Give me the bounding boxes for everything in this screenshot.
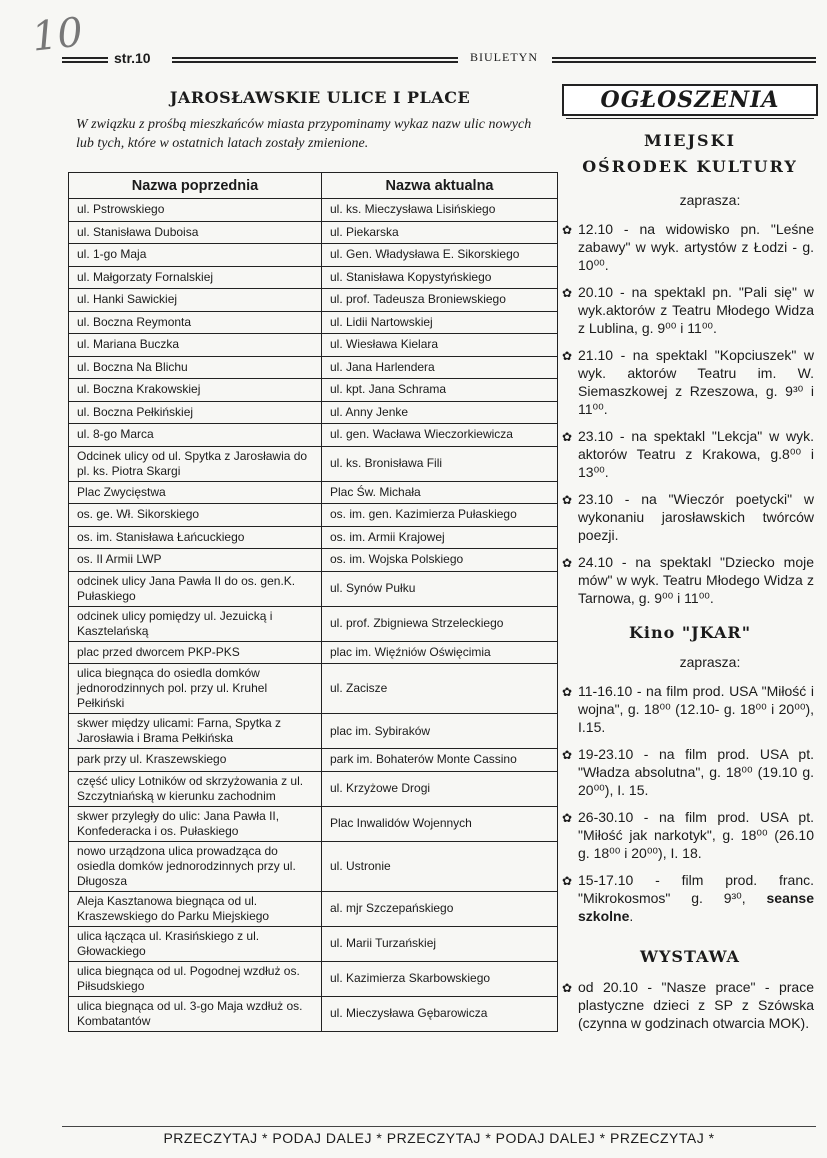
intro-text: W związku z prośbą mieszkańców miasta przypominamy wykaz nazw ulic nowych lub tych, które w ostatnich latach zostały zmienione. (76, 117, 532, 151)
film-entry-bold: seanse szkolne (578, 890, 814, 924)
old-name-cell: ulica łącząca ul. Krasińskiego z ul. Głowackiego (69, 926, 322, 961)
table-row (69, 356, 558, 379)
table-row (69, 244, 558, 267)
old-name-cell: Aleja Kasztanowa biegnąca od ul. Kraszewskiego do Parku Miejskiego (69, 891, 322, 926)
new-name-cell: ul. Marii Turzańskiej (322, 926, 558, 961)
table-row (69, 641, 558, 664)
film-entry: 26-30.10 - na film prod. USA pt. "Miłość jak narkotyk", g. 18⁰⁰ (26.10 g. 18⁰⁰ i 20⁰⁰), I. 18. (578, 809, 814, 861)
old-name-cell: ulica biegnąca od ul. Pogodnej wzdłuż os. Piłsudskiego (69, 961, 322, 996)
table-row (69, 549, 558, 572)
streets-section (62, 88, 558, 1028)
flower-bullet-icon: ✿ (562, 286, 573, 300)
table-row (69, 841, 558, 891)
table-row (69, 926, 558, 961)
list-item (562, 427, 818, 481)
new-name-cell: ul. ks. Bronisława Fili (322, 446, 558, 481)
new-name-cell: ul. kpt. Jana Schrama (322, 379, 558, 402)
new-name-cell: ul. Gen. Władysława E. Sikorskiego (322, 244, 558, 267)
new-name-cell: ul. Krzyżowe Drogi (322, 771, 558, 806)
new-name-cell: ul. Synów Pułku (322, 571, 558, 606)
page-number: str.10 (114, 50, 151, 66)
flower-bullet-icon: ✿ (562, 685, 573, 699)
new-name-cell: ul. Anny Jenke (322, 401, 558, 424)
table-row (69, 446, 558, 481)
new-name-cell: ul. ks. Mieczysława Lisińskiego (322, 199, 558, 222)
exhibition-title: WYSTAWA (640, 947, 740, 966)
old-name-cell: Plac Zwycięstwa (69, 481, 322, 504)
table-row (69, 749, 558, 772)
film-entry (578, 871, 818, 925)
old-name-cell: ul. Mariana Buczka (69, 334, 322, 357)
old-name-cell: część ulicy Lotników od skrzyżowania z ul. Szczytniańską w kierunku zachodnim (69, 771, 322, 806)
table-row (69, 504, 558, 527)
new-name-cell: ul. Jana Harlendera (322, 356, 558, 379)
table-row (69, 311, 558, 334)
event-entry: 23.10 - na spektakl "Lekcja" w wyk. aktorów Teatru z Krakowa, g.8⁰⁰ i 13⁰⁰. (578, 428, 814, 480)
film-entry: 19-23.10 - na film prod. USA pt. "Władza absolutna", g. 18⁰⁰ (19.10 g. 20⁰⁰), I. 15. (578, 746, 814, 798)
new-name-cell: ul. Wiesława Kielara (322, 334, 558, 357)
list-item (562, 220, 818, 274)
table-row (69, 379, 558, 402)
announcements-title-box (562, 84, 818, 116)
film-entry-end: . (629, 908, 634, 924)
table-header-row (69, 173, 558, 199)
table-row (69, 221, 558, 244)
old-name-cell: ul. Boczna Pełkińskiej (69, 401, 322, 424)
table-row (69, 266, 558, 289)
old-name-cell: ul. Hanki Sawickiej (69, 289, 322, 312)
old-name-cell: ul. Małgorzaty Fornalskiej (69, 266, 322, 289)
institution-name-line1: MIEJSKI (644, 131, 736, 150)
events-list (562, 220, 818, 607)
new-name-cell: ul. Ustronie (322, 841, 558, 891)
new-name-cell: ul. Zacisze (322, 664, 558, 714)
list-item (562, 553, 818, 607)
cinema-title: Kino "JKAR" (628, 623, 752, 642)
event-entry: 23.10 - na "Wieczór poetycki" w wykonaniu jarosławskich twórców poezji. (578, 491, 814, 543)
list-item (562, 745, 818, 799)
column-header-old: Nazwa poprzednia (69, 173, 322, 199)
old-name-cell: ul. 8-go Marca (69, 424, 322, 447)
table-row (69, 996, 558, 1031)
table-row (69, 961, 558, 996)
street-names-table (68, 172, 558, 1032)
new-name-cell: park im. Bohaterów Monte Cassino (322, 749, 558, 772)
table-body (69, 199, 558, 1032)
old-name-cell: plac przed dworcem PKP-PKS (69, 641, 322, 664)
new-name-cell: os. im. gen. Kazimierza Pułaskiego (322, 504, 558, 527)
film-entry: 11-16.10 - na film prod. USA "Miłość i wojna", g. 18⁰⁰ (12.10- g. 18⁰⁰ i 20⁰⁰), I.15. (578, 683, 814, 735)
old-name-cell: os. im. Stanisława Łańcuckiego (69, 526, 322, 549)
flower-bullet-icon: ✿ (562, 349, 573, 363)
flower-bullet-icon: ✿ (562, 556, 573, 570)
handwritten-page-mark: 10 (29, 9, 86, 61)
table-row (69, 334, 558, 357)
header-rule-left (62, 57, 108, 63)
table-row (69, 664, 558, 714)
header-rule-middle (172, 57, 458, 63)
old-name-cell: os. ge. Wł. Sikorskiego (69, 504, 322, 527)
table-row (69, 571, 558, 606)
page-footer: PRZECZYTAJ * PODAJ DALEJ * PRZECZYTAJ * PODAJ DALEJ * PRZECZYTAJ * (62, 1126, 816, 1146)
old-name-cell: skwer przyległy do ulic: Jana Pawła II, Konfederacka i os. Pułaskiego (69, 806, 322, 841)
new-name-cell: Plac Św. Michała (322, 481, 558, 504)
flower-bullet-icon: ✿ (562, 811, 573, 825)
old-name-cell: odcinek ulicy pomiędzy ul. Jezuicką i Kasztelańską (69, 606, 322, 641)
event-entry: 24.10 - na spektakl "Dziecko moje mów" w wyk. Teatru Młodego Widza z Tarnowa, g. 9⁰⁰ i 11⁰⁰. (578, 554, 814, 606)
flower-bullet-icon: ✿ (562, 223, 573, 237)
list-item (562, 871, 818, 925)
table-row (69, 289, 558, 312)
institution-name (562, 128, 818, 180)
table-row (69, 526, 558, 549)
list-item (562, 682, 818, 736)
cinema-invites-label: zaprasza: (679, 654, 741, 670)
new-name-cell: os. im. Wojska Polskiego (322, 549, 558, 572)
table-row (69, 606, 558, 641)
new-name-cell: ul. gen. Wacława Wieczorkiewicza (322, 424, 558, 447)
old-name-cell: os. II Armii LWP (69, 549, 322, 572)
list-item (562, 490, 818, 544)
section-title: JAROSŁAWSKIE ULICE I PLACE (169, 88, 471, 107)
list-item (562, 283, 818, 337)
old-name-cell: ulica biegnąca od ul. 3-go Maja wzdłuż os. Kombatantów (69, 996, 322, 1031)
list-item (562, 346, 818, 418)
list-item (562, 978, 818, 1032)
new-name-cell: ul. Mieczysława Gębarowicza (322, 996, 558, 1031)
new-name-cell: ul. Stanisława Kopystyńskiego (322, 266, 558, 289)
table-row (69, 199, 558, 222)
new-name-cell: Plac Inwalidów Wojennych (322, 806, 558, 841)
event-entry: 12.10 - na widowisko pn. "Leśne zabawy" w wyk. artystów z Łodzi - g. 10⁰⁰. (578, 221, 814, 273)
institution-name-line2: OŚRODEK KULTURY (582, 157, 798, 176)
new-name-cell: os. im. Armii Krajowej (322, 526, 558, 549)
old-name-cell: Odcinek ulicy od ul. Spytka z Jarosławia do pl. ks. Piotra Skargi (69, 446, 322, 481)
new-name-cell: ul. Piekarska (322, 221, 558, 244)
new-name-cell: ul. Kazimierza Skarbowskiego (322, 961, 558, 996)
old-name-cell: ul. Boczna Na Blichu (69, 356, 322, 379)
films-list (562, 682, 818, 862)
column-header-new: Nazwa aktualna (322, 173, 558, 199)
old-name-cell: ul. Pstrowskiego (69, 199, 322, 222)
announcements-column (562, 84, 818, 1126)
header-rule-right (552, 57, 816, 63)
table-row (69, 806, 558, 841)
old-name-cell: skwer między ulicami: Farna, Spytka z Jarosławia i Brama Pełkińska (69, 714, 322, 749)
old-name-cell: park przy ul. Kraszewskiego (69, 749, 322, 772)
event-entry: 21.10 - na spektakl "Kopciuszek" w wyk. aktorów Teatru im. W. Siemaszkowej z Rzeszowa, g. 9³⁰ i 11⁰⁰. (578, 347, 814, 417)
new-name-cell: al. mjr Szczepańskiego (322, 891, 558, 926)
page-header (62, 50, 816, 72)
table-row (69, 481, 558, 504)
table-row (69, 424, 558, 447)
old-name-cell: ul. Boczna Krakowskiej (69, 379, 322, 402)
old-name-cell: ul. Boczna Reymonta (69, 311, 322, 334)
new-name-cell: ul. prof. Zbigniewa Strzeleckiego (322, 606, 558, 641)
exhibition-entry: od 20.10 - "Nasze prace" - prace plastyczne dzieci z SP z Szówska (czynna w godzinach otwarcia MOK). (578, 979, 814, 1031)
event-entry: 20.10 - na spektakl pn. "Pali się" w wyk.aktorów z Teatru Młodego Widza z Lublina, g. 9⁰⁰ i 11⁰⁰. (578, 284, 814, 336)
old-name-cell: ul. 1-go Maja (69, 244, 322, 267)
table-row (69, 771, 558, 806)
table-row (69, 401, 558, 424)
old-name-cell: ulica biegnąca do osiedla domków jednorodzinnych pol. przy ul. Kruhel Pełkiński (69, 664, 322, 714)
flower-bullet-icon: ✿ (562, 748, 573, 762)
old-name-cell: odcinek ulicy Jana Pawła II do os. gen.K. Pułaskiego (69, 571, 322, 606)
new-name-cell: ul. Lidii Nartowskiej (322, 311, 558, 334)
flower-bullet-icon: ✿ (562, 430, 573, 444)
new-name-cell: plac im. Sybiraków (322, 714, 558, 749)
flower-bullet-icon: ✿ (562, 981, 573, 995)
flower-bullet-icon: ✿ (562, 874, 573, 888)
flower-bullet-icon: ✿ (562, 493, 573, 507)
publication-title: BIULETYN (470, 50, 538, 64)
old-name-cell: ul. Stanisława Duboisa (69, 221, 322, 244)
new-name-cell: plac im. Więźniów Oświęcimia (322, 641, 558, 664)
table-row (69, 891, 558, 926)
table-row (69, 714, 558, 749)
old-name-cell: nowo urządzona ulica prowadząca do osiedla domków jednorodzinnych przy ul. Długosza (69, 841, 322, 891)
film-entry-text: 15-17.10 - film prod. franc. "Mikrokosmos" g. 9³⁰, (578, 872, 814, 906)
invites-label: zaprasza: (679, 192, 741, 208)
new-name-cell: ul. prof. Tadeusza Broniewskiego (322, 289, 558, 312)
announcements-title: OGŁOSZENIA (600, 87, 780, 113)
list-item (562, 808, 818, 862)
